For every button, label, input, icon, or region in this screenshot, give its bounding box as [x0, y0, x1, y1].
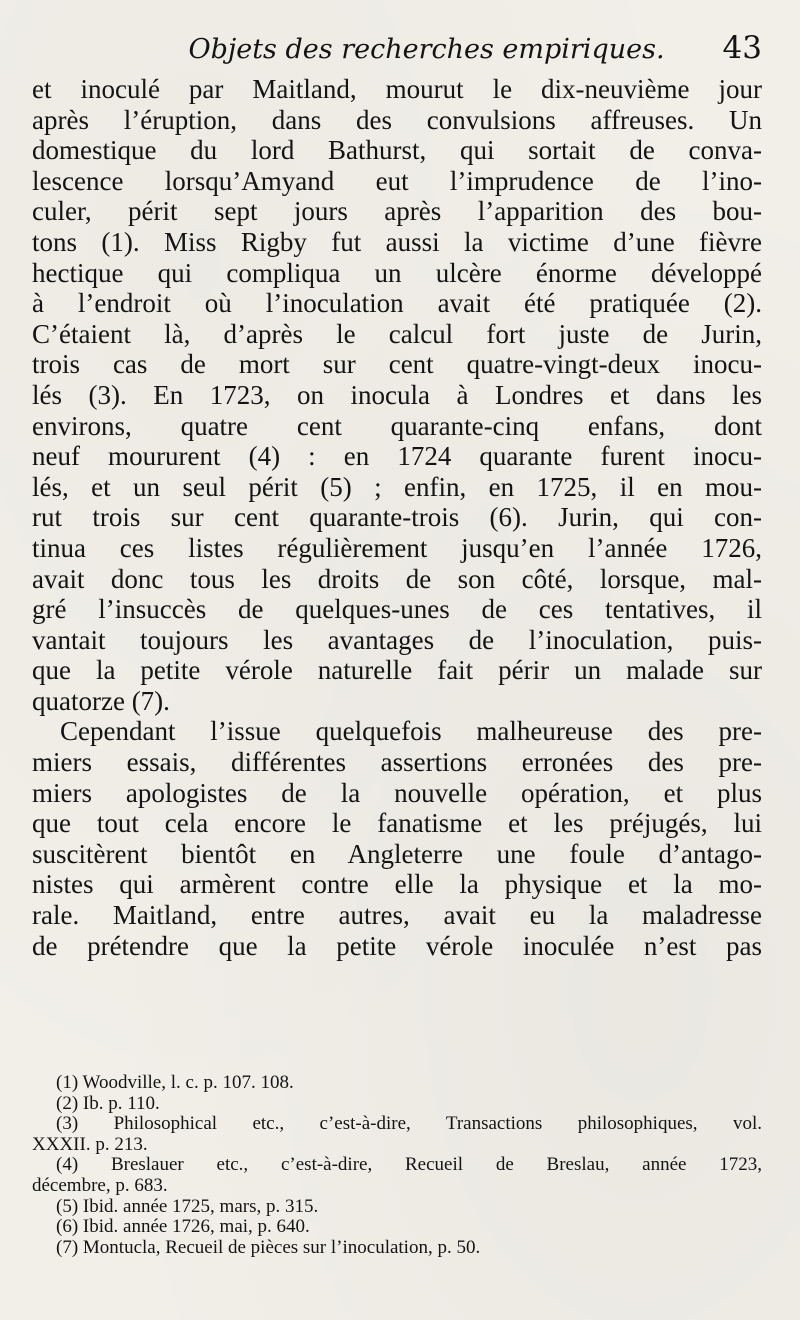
text-line: miers essais, différentes assertions erronées des pre-: [32, 747, 762, 778]
footnote-4-continued: décembre, p. 683.: [32, 1174, 168, 1196]
page-number: 43: [722, 30, 762, 66]
footnote-7: (7) Montucla, Recueil de pièces sur l’inoculation, p. 50.: [56, 1236, 481, 1258]
footnote-5: (5) Ibid. année 1725, mars, p. 315.: [56, 1195, 319, 1217]
text-line: gré l’insuccès de quelques-unes de ces tentatives, il: [32, 594, 762, 625]
text-line: vantait toujours les avantages de l’inoculation, puis-: [32, 624, 762, 655]
text-line: de prétendre que la petite vérole inoculée n’est pas: [32, 930, 762, 961]
text-line: rale. Maitland, entre autres, avait eu la maladresse: [32, 900, 762, 931]
text-line: nistes qui armèrent contre elle la physique et la mo-: [32, 869, 762, 900]
footnote-4: (4) Breslauer etc., c’est-à-dire, Recueil de Breslau, année 1723,: [56, 1154, 762, 1176]
text-line: que la petite vérole naturelle fait périr un malade sur: [32, 655, 762, 686]
footnote-1: (1) Woodville, l. c. p. 107. 108.: [56, 1072, 294, 1093]
footnote-2: (2) Ib. p. 110.: [56, 1092, 160, 1114]
body-text: [32, 74, 762, 961]
footnote-3-continued: XXXII. p. 213.: [32, 1133, 148, 1155]
text-line: avait donc tous les droits de son côté, lorsque, mal-: [32, 563, 762, 594]
footnote-6: (6) Ibid. année 1726, mai, p. 640.: [56, 1216, 310, 1238]
text-line: après l’éruption, dans des convulsions affreuses. Un: [32, 104, 762, 135]
text-line: et inoculé par Maitland, mourut le dix-neuvième jour: [32, 74, 762, 104]
footnotes: [32, 1072, 762, 1258]
text-line: Cependant l’issue quelquefois malheureuse des pre-: [60, 716, 762, 747]
text-line: rut trois sur cent quarante-trois (6). Jurin, qui con-: [32, 502, 762, 533]
text-line: à l’endroit où l’inoculation avait été pratiquée (2).: [32, 288, 762, 319]
text-line: lescence lorsqu’Amyand eut l’imprudence de l’ino-: [32, 165, 762, 196]
text-line: lés, et un seul périt (5) ; enfin, en 1725, il en mou-: [32, 471, 762, 502]
text-line: que tout cela encore le fanatisme et les préjugés, lui: [32, 808, 762, 839]
text-line: trois cas de mort sur cent quatre-vingt-deux inocu-: [32, 349, 762, 380]
text-line: suscitèrent bientôt en Angleterre une foule d’antago-: [32, 838, 762, 869]
running-head: [32, 30, 762, 74]
text-line: environs, quatre cent quarante-cinq enfans, dont: [32, 410, 762, 441]
text-line: quatorze (7).: [32, 685, 170, 716]
text-line: C’étaient là, d’après le calcul fort juste de Jurin,: [32, 318, 762, 349]
text-line: lés (3). En 1723, on inocula à Londres et dans les: [32, 379, 762, 410]
running-title: Objets des recherches empiriques.: [188, 34, 665, 65]
footnote-3: (3) Philosophical etc., c’est-à-dire, Transactions philosophiques, vol.: [56, 1113, 762, 1135]
text-line: domestique du lord Bathurst, qui sortait de conva-: [32, 135, 762, 166]
text-line: tons (1). Miss Rigby fut aussi la victime d’une fièvre: [32, 226, 762, 257]
text-line: miers apologistes de la nouvelle opération, et plus: [32, 777, 762, 808]
text-line: neuf moururent (4) : en 1724 quarante furent inocu-: [32, 441, 762, 472]
text-line: hectique qui compliqua un ulcère énorme développé: [32, 257, 762, 288]
text-line: culer, périt sept jours après l’apparition des bou-: [32, 196, 762, 227]
text-line: tinua ces listes régulièrement jusqu’en l’année 1726,: [32, 532, 762, 563]
